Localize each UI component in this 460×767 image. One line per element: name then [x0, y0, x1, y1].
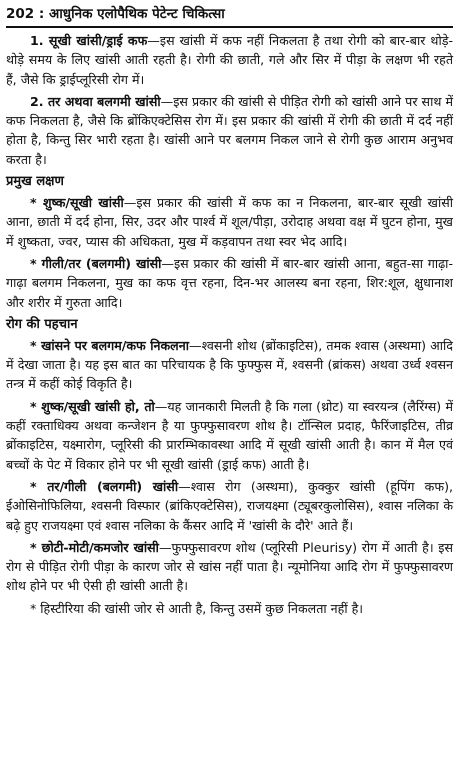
term-dry-cough: 1. सूखी खांसी/ड्राई कफ [30, 33, 148, 48]
para-diag-weak-text: —फुफ्फुसावरण शोथ (प्लूरिसी Pleurisy) रोग में आती है। इस रोग से पीड़ित रोगी पीड़ा के कारण जोर से खांस नहीं पाता है। न्यूमोनिया आदि रोग में फुफ्फुसावरण शोथ होने पर भी ऐसी ही खांसी आती है। [6, 539, 453, 594]
running-header: 202 : आधुनिक एलोपैथिक पेटेन्ट चिकित्सा [6, 4, 453, 28]
term-wet-cough: 2. तर अथवा बलगमी खांसी [30, 93, 161, 109]
term-diag-phlegm: * खांसने पर बलगम/कफ निकलना [30, 337, 189, 353]
para-diag-phlegm-text: —श्वसनी शोथ (ब्रोंकाइटिस), तमक श्वास (अस्थमा) आदि में देखा जाता है। यह इस बात का परिचायक है कि फुफ्फुस में, श्वसनी (ब्रांकस) अथवा उर्ध्व श्वसन तन्त्र में कहीं कोई विकृति है। [6, 337, 453, 392]
para-diag-wet [6, 477, 453, 535]
term-symptom-dry: * शुष्क/सूखी खांसी [30, 195, 124, 211]
para-diag-weak [6, 538, 453, 596]
para-diag-wet-text: —श्वास रोग (अस्थमा), कुक्कुर खांसी (हूपिंग कफ), ईओसिनोफिलिया, श्वसनी विस्फार (ब्रांकिएक्टेसिस), राजयक्ष्मा (ट्यूबरकुलोसिस), श्वास नलिका के बढ़े हुए राजयक्ष्मा एवं श्वास नलिका के कैंसर आदि में 'खांसी के दौरे' आते हैं। [6, 478, 453, 533]
para-diag-phlegm [6, 336, 453, 394]
para-symptom-dry-text: —इस प्रकार की खांसी में कफ का न निकलना, बार-बार सूखी खांसी आना, छाती में दर्द होना, सिर, उदर और पार्श्व में शूल/पीड़ा, उरोदाह अथवा वक्ष में घुटन होना, मुख में शुष्कता, ज्वर, प्यास की अधिकता, मुख में कड़वापन तथा स्वर भेद आदि। [6, 195, 453, 249]
heading-main-symptoms: प्रमुख लक्षण [6, 174, 64, 190]
term-diag-weak: * छोटी-मोटी/कमजोर खांसी [30, 539, 159, 555]
para-symptom-wet-text: —इस प्रकार की खांसी में बार-बार खांसी आना, बहुत-सा गाढ़ा-गाढ़ा बलगम निकलना, मुख का कफ वृत्त रहना, दिन-भर आलस्य बना रहना, शिर:शूल, क्षुधानाश और शरीर में गुरुता आदि। [6, 255, 453, 310]
para-wet-cough [6, 92, 453, 169]
para-diag-dry-text: —यह जानकारी मिलती है कि गला (थ्रोट) या स्वरयन्त्र (लैरिंग्स) में कहीं रक्ताधिक्य अथवा कन्जेशन है या फुफ्फुसावरण शोथ है। टॉन्सिल प्रदाह, फैरिंजाइटिस, तीव्र ब्रोंकाइटिस, यक्ष्मारोग, प्लूरिसी की प्रारम्भिकावस्था आदि में सूखी खांसी आती है। कान में मैल एवं बच्चों के पेट में विकार होने पर भी सूखी खांसी (ड्राई कफ) आती है। [6, 398, 454, 472]
para-hysteria-text: * हिस्टीरिया की खांसी जोर से आती है, किन्तु उसमें कुछ निकलता नहीं है। [30, 600, 364, 616]
para-diag-dry [6, 397, 453, 474]
term-diag-wet: * तर/गीली (बलगमी) खांसी [30, 478, 179, 494]
para-hysteria [6, 599, 453, 618]
para-wet-cough-text: —इस प्रकार की खांसी से पीड़ित रोगी को खांसी आने पर साथ में कफ निकलता है, जैसे कि ब्रोंकिएक्टेसिस रोग में। इस प्रकार की खांसी में रोगी की छाती में दर्द नहीं होता है, किन्तु सिर भारी रहता है। खांसी आने पर बलगम निकल जाने से रोगी कुछ आराम अनुभव करता है। [6, 93, 453, 167]
heading-diagnosis: रोग की पहचान [6, 316, 78, 332]
para-symptom-wet [6, 254, 453, 312]
para-dry-cough [6, 31, 453, 89]
para-symptom-dry [6, 193, 453, 251]
para-dry-cough-text: —इस खांसी में कफ नहीं निकलता है तथा रोगी को बार-बार थोड़े-थोड़े समय के लिए खांसी आती रहती है। रोगी की छाती, गले और सिर में पीड़ा के लक्षण भी रहते हैं, जैसे कि ड्राईप्लूरिसी रोग में। [6, 33, 453, 87]
term-symptom-wet: * गीली/तर (बलगमी) खांसी [30, 255, 162, 271]
term-diag-dry: * शुष्क/सूखी खांसी हो, तो [30, 398, 155, 414]
